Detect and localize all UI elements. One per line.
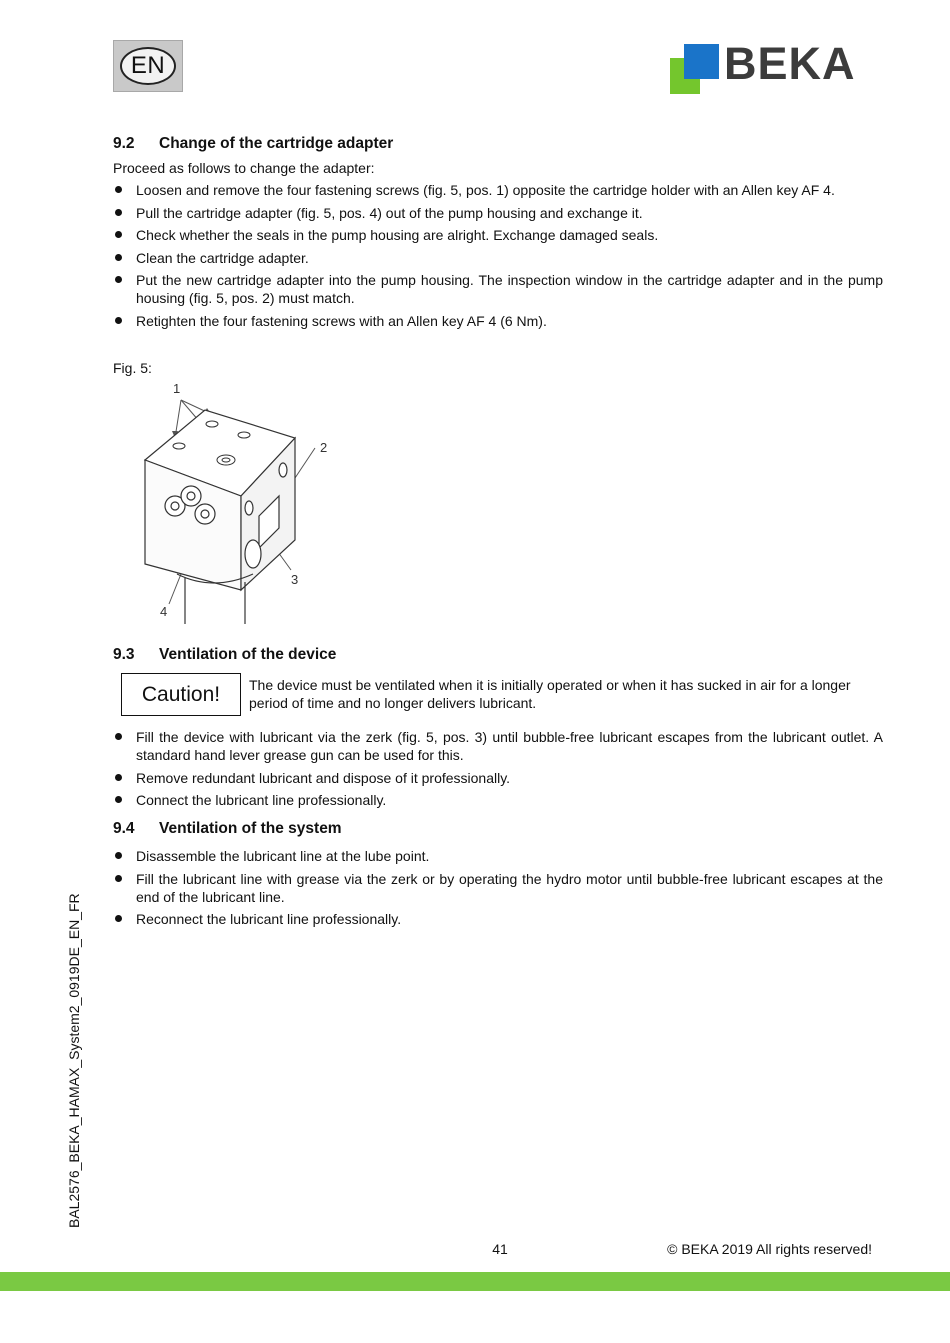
logo-wordmark: BEKA [724,38,856,89]
list-item: Fill the lubricant line with grease via the zerk or by operating the hydro motor until bubble-free lubricant escapes at the end of the lubricant line. [113,870,883,906]
list-item: Remove redundant lubricant and dispose of it professionally. [113,769,883,787]
section-9-3-heading [113,646,336,664]
cartridge-adapter-figure [133,378,338,626]
logo-blue-square [684,44,719,79]
caution-box: Caution! [121,673,241,716]
callout-3: 3 [291,572,299,587]
callout-2: 2 [320,440,328,455]
language-label: EN [120,47,176,85]
language-badge [113,40,183,92]
list-item: Reconnect the lubricant line professionally. [113,910,883,928]
list-item: Loosen and remove the four fastening screws (fig. 5, pos. 1) opposite the cartridge holder with an Allen key AF 4. [113,181,883,199]
section-title: Change of the cartridge adapter [159,135,394,152]
list-item: Retighten the four fastening screws with an Allen key AF 4 (6 Nm). [113,312,883,330]
list-item: Clean the cartridge adapter. [113,249,883,267]
section-9-4-steps [113,847,883,933]
section-9-2-steps [113,181,883,334]
list-item: Pull the cartridge adapter (fig. 5, pos. 4) out of the pump housing and exchange it. [113,204,883,222]
section-9-2-intro: Proceed as follows to change the adapter: [113,160,375,176]
section-number: 9.4 [113,820,135,837]
section-number: 9.2 [113,135,135,152]
section-number: 9.3 [113,646,135,663]
section-title: Ventilation of the device [159,646,337,663]
beka-logo [668,38,883,94]
section-title: Ventilation of the system [159,820,342,837]
list-item: Put the new cartridge adapter into the pump housing. The inspection window in the cartridge adapter and in the pump housing (fig. 5, pos. 2) must match. [113,271,883,307]
section-9-4-heading [113,820,342,838]
footer-bar [0,1272,950,1291]
copyright-notice: © BEKA 2019 All rights reserved! [667,1241,872,1257]
section-9-2-heading [113,135,393,153]
document-reference: BAL2576_BEKA_HAMAX_System2_0919DE_EN_FR [66,893,82,1228]
page-number: 41 [492,1241,508,1257]
callout-1: 1 [173,381,181,396]
section-9-3-steps [113,728,883,814]
caution-text: The device must be ventilated when it is initially operated or when it has sucked in air for a longer period of time and no longer delivers lubricant. [249,677,851,711]
list-item: Connect the lubricant line professionally. [113,791,883,809]
list-item: Fill the device with lubricant via the zerk (fig. 5, pos. 3) until bubble-free lubricant escapes from the lubricant outlet. A standard hand lever grease gun can be used for this. [113,728,883,764]
figure-caption: Fig. 5: [113,360,152,376]
list-item: Disassemble the lubricant line at the lube point. [113,847,883,865]
callout-4: 4 [160,604,168,619]
list-item: Check whether the seals in the pump housing are alright. Exchange damaged seals. [113,226,883,244]
